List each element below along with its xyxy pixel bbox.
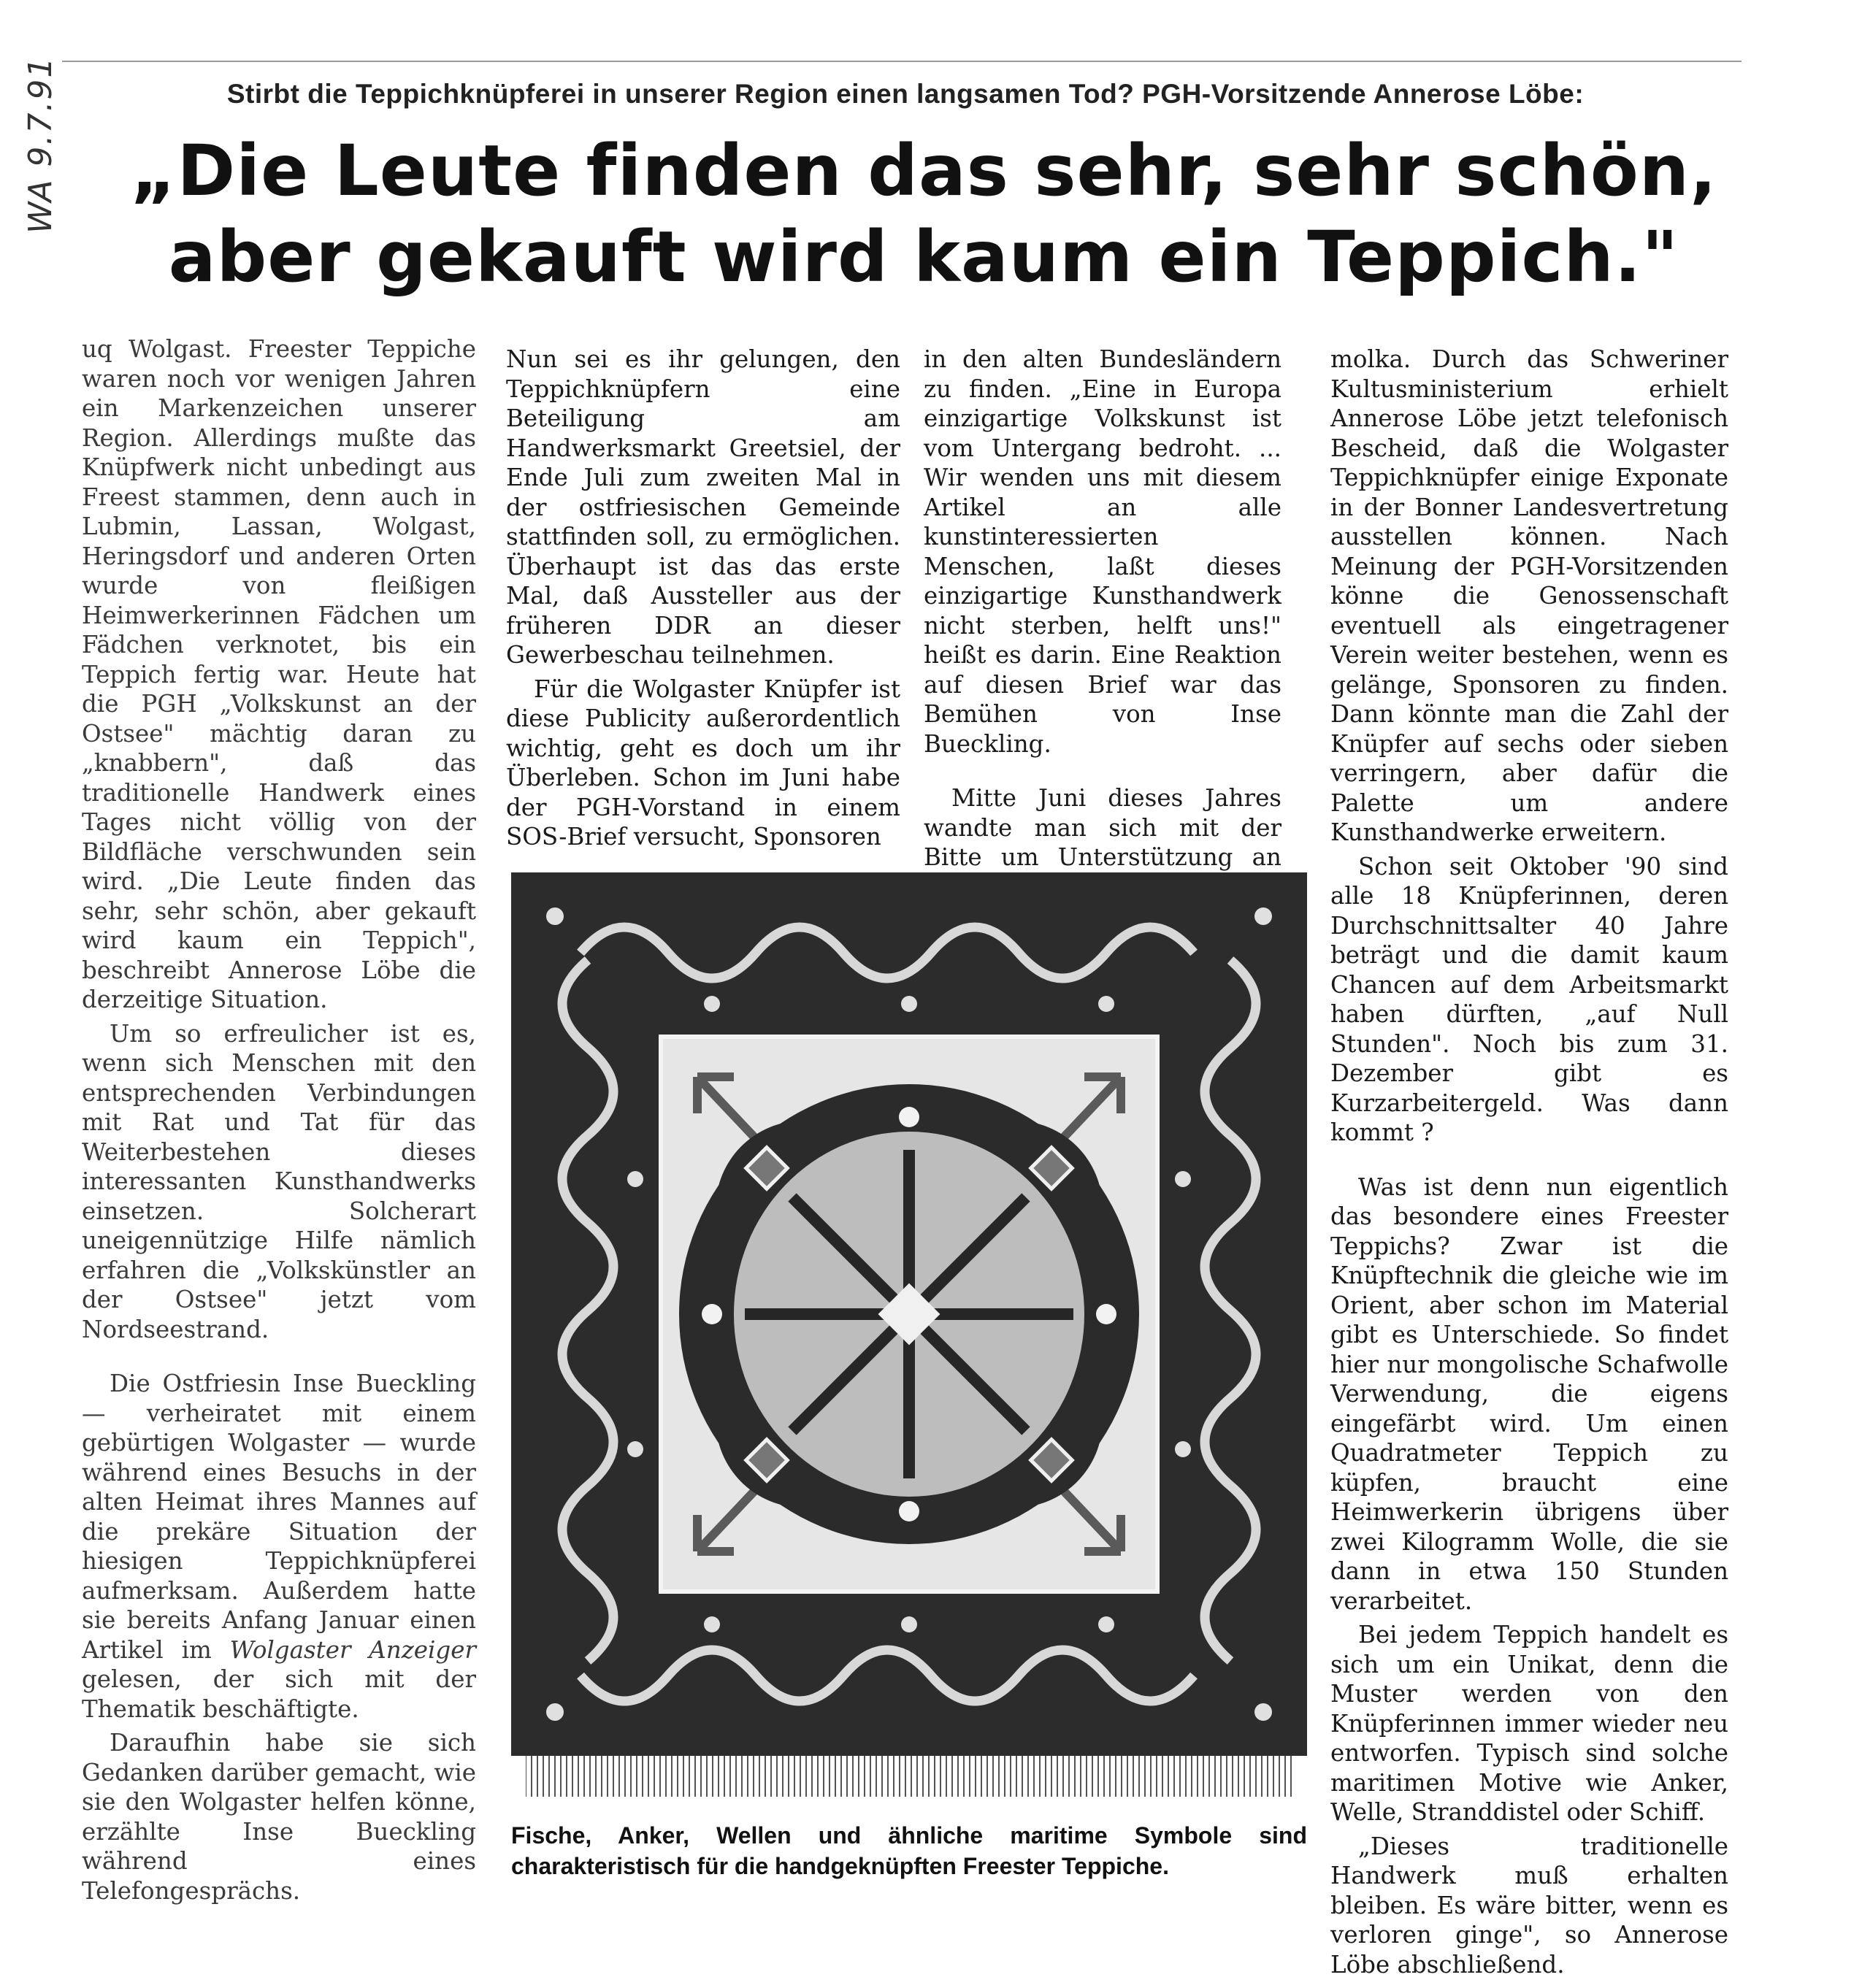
article-column-1: [82, 334, 476, 1910]
paragraph: Um so erfreulicher ist es, wenn sich Menschen mit den entsprechenden Verbindungen mit Rat und Tat für das Weiterbestehen dieses interessanten Kunsthandwerks einsetzen. Solcherart uneigennützige Hilfe nämlich erfahren die „Volkskünstler an der Ostsee" jetzt vom Nordseestrand.: [82, 1019, 476, 1343]
article-column-2: [506, 345, 900, 856]
carpet-photo: [511, 872, 1307, 1800]
paragraph: „Dieses traditionelle Handwerk muß erhalten bleiben. Es wäre bitter, wenn es verloren ginge", so Annerose Löbe abschließend.: [1330, 1832, 1728, 1979]
paragraph: Mitte Juni dieses Jahres wandte man sich mit der Bitte um Unterstützung an: [924, 784, 1281, 871]
paragraph: [82, 1369, 476, 1724]
article-column-4: [1330, 345, 1728, 1984]
paragraph: Bei jedem Teppich handelt es sich um ein Unikat, denn die Muster werden von den Knüpferinnen immer wieder neu entworfen. Typisch sind solche maritimen Motive wie Anker, Welle, Stranddistel oder Schiff.: [1330, 1621, 1728, 1826]
paragraph-text: gelesen, der sich mit der Thematik beschäftigte.: [82, 1665, 476, 1723]
headline-line-1: „Die Leute finden das sehr, sehr schön,: [130, 130, 1717, 212]
paragraph: in den alten Bundesländern zu finden. „Eine in Europa einzigartige Volkskunst ist vom Untergang bedroht. ... Wir wenden uns mit diesem Artikel an alle kunstinteressierten Menschen, laßt dieses einzigartige Kunsthandwerk nicht sterben, helft uns!" heißt es darin. Eine Reaktion auf diesen Brief war das Bemühen von Inse Bueckling.: [924, 345, 1281, 758]
paragraph: Schon seit Oktober '90 sind alle 18 Knüpferinnen, deren Durchschnittsalter 40 Jahre beträgt und die damit kaum Chancen auf dem Arbeitsmarkt haben dürften, „auf Null Stunden". Noch bis zum 31. Dezember gibt es Kurzarbeitergeld. Was dann kommt ?: [1330, 852, 1728, 1146]
paragraph: Nun sei es ihr gelungen, den Teppichknüpfern eine Beteiligung am Handwerksmarkt Greetsiel, der Ende Juli zum zweiten Mal in der ostfriesischen Gemeinde stattfinden soll, zu ermöglichen. Überhaupt ist das das erste Mal, daß Aussteller aus der früheren DDR an dieser Gewerbeschau teilnehmen.: [506, 345, 900, 669]
photo-caption: Fische, Anker, Wellen und ähnliche maritime Symbole sind charakteristisch für die handgeknüpften Freester Teppiche.: [511, 1822, 1307, 1879]
newspaper-title: Wolgaster Anzeiger: [229, 1635, 477, 1664]
paragraph: Was ist denn nun eigentlich das besondere eines Freester Teppichs? Zwar ist die Knüpftechnik die gleiche wie im Orient, aber schon im Material gibt es Unterschiede. So findet hier nur mongolische Schafwolle Verwendung, die eigens eingefärbt wird. Um einen Quadratmeter Teppich zu küpfen, braucht eine Heimwerkerin übrigens über zwei Kilogramm Wolle, die sie dann in etwa 150 Stunden verarbeitet.: [1330, 1173, 1728, 1615]
carpet-image: [511, 872, 1307, 1800]
headline-line-2: aber gekauft wird kaum ein Teppich.": [168, 216, 1679, 298]
kicker-line: Stirbt die Teppichknüpferei in unserer Region einen langsamen Tod? PGH-Vorsitzende Annerose Löbe:: [226, 79, 1585, 109]
handwritten-note: WA 9.7.91: [22, 55, 59, 234]
top-rule: [62, 61, 1742, 62]
paragraph-text: Die Ostfriesin Inse Bueckling — verheiratet mit einem gebürtigen Wolgaster — wurde während eines Besuchs in der alten Heimat ihres Mannes auf die prekäre Situation der hiesigen Teppichknüpferei aufmerksam. Außerdem hatte sie bereits Anfang Januar einen Artikel im: [82, 1370, 476, 1664]
paragraph: molka. Durch das Schweriner Kultusministerium erhielt Annerose Löbe jetzt telefonisch Bescheid, daß die Wolgaster Teppichknüpfer einige Exponate in der Bonner Landesvertretung ausstellen können. Nach Meinung der PGH-Vorsitzenden könne die Genossenschaft eventuell als eingetragener Verein weiter bestehen, wenn es gelänge, Sponsoren zu finden. Dann könnte man die Zahl der Knüpfer auf sechs oder sieben verringern, aber dafür die Palette um andere Kunsthandwerke erweitern.: [1330, 345, 1728, 846]
paragraph: Daraufhin habe sie sich Gedanken darüber gemacht, wie sie den Wolgaster helfen könne, erzählte Inse Bueckling während eines Telefongesprächs.: [82, 1729, 476, 1905]
headline: [99, 128, 1749, 300]
central-medallion: [679, 1084, 1139, 1544]
paragraph: Für die Wolgaster Knüpfer ist diese Publicity außerordentlich wichtig, geht es doch um ihr Überleben. Schon im Juni habe der PGH-Vorstand in einem SOS-Brief versucht, Sponsoren: [506, 675, 900, 851]
paragraph: uq Wolgast. Freester Teppiche waren noch vor wenigen Jahren ein Markenzeichen unserer Region. Allerdings mußte das Knüpfwerk nicht unbedingt aus Freest stammen, denn auch in Lubmin, Lassan, Wolgast, Heringsdorf und anderen Orten wurde von fleißigen Heimwerkerinnen Fädchen um Fädchen verknotet, bis ein Teppich fertig war. Heute hat die PGH „Volkskunst an der Ostsee" mächtig daran zu „knabbern", daß das traditionelle Handwerk eines Tages nicht völlig von der Bildfläche verschwunden sein wird. „Die Leute finden das sehr, sehr schön, aber gekauft wird kaum ein Teppich", beschreibt Annerose Löbe die derzeitige Situation.: [82, 335, 476, 1013]
